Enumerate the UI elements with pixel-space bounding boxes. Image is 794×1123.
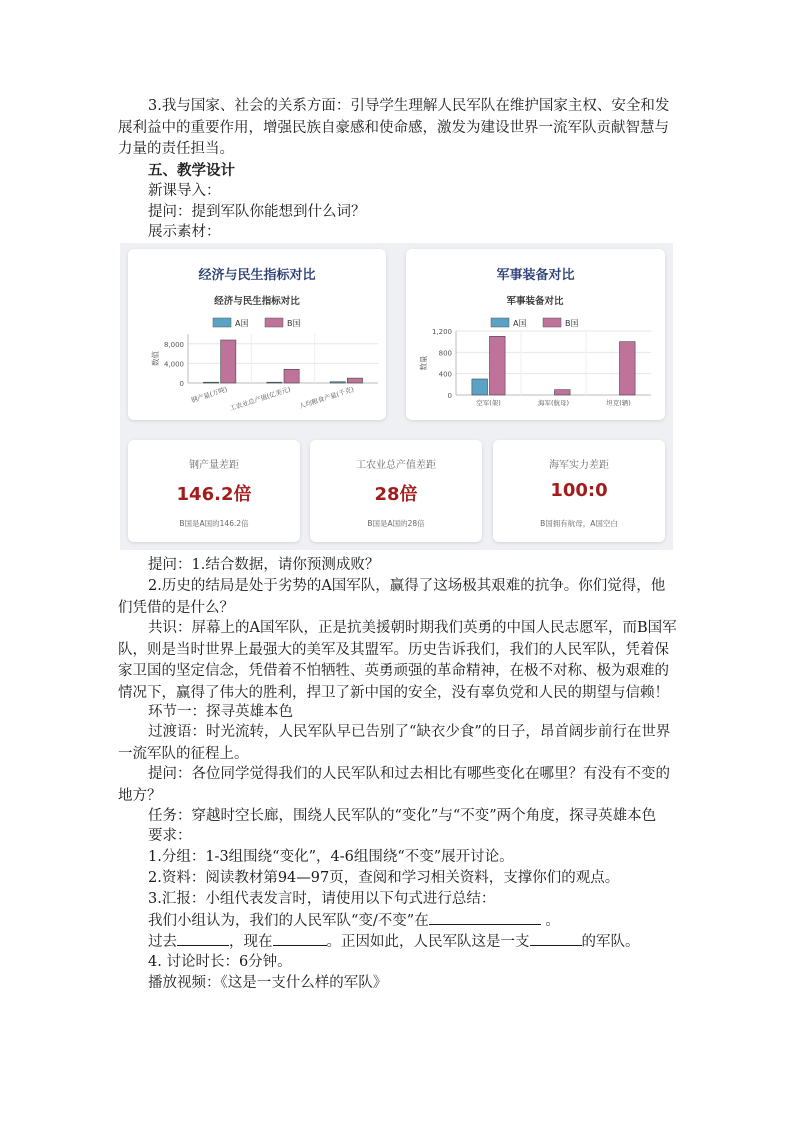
- x-tick-label: 钢产量(万吨): [190, 385, 229, 405]
- card-title: 军事装备对比: [496, 268, 575, 283]
- stat-card-steel: [128, 440, 300, 542]
- bar: [472, 379, 488, 395]
- requirement-3: 3.汇报：小组代表发言时，请使用以下句式进行总结：: [148, 891, 496, 907]
- legend-label: A国: [513, 319, 527, 328]
- stat-note: B国是A国的28倍: [367, 519, 425, 528]
- bar: [347, 378, 362, 383]
- sentence-template-1: [148, 910, 560, 933]
- bar: [267, 382, 282, 383]
- chart-inner-title: 军事装备对比: [506, 296, 564, 307]
- legend-swatch: [543, 318, 561, 327]
- legend-swatch: [265, 318, 283, 327]
- requirement-2: 2.资料：阅读教材第94—97页，查阅和学习相关资料，支撑你们的观点。: [148, 870, 620, 886]
- x-tick-label: 工农业总产值(亿美元): [228, 385, 292, 413]
- sentence-part: ，现在: [229, 934, 273, 950]
- stat-value: 146.2倍: [176, 484, 252, 505]
- x-tick-label: 空军(架): [476, 399, 501, 407]
- bar: [330, 382, 345, 383]
- task-line: 任务：穿越时空长廊，围绕人民军队的“变化”与“不变”两个角度，探寻英雄本色: [148, 808, 657, 824]
- question-3: 提问：各位同学觉得我们的人民军队和过去相比有哪些变化在哪里？有没有不变的地方？: [118, 766, 670, 804]
- economy-chart-card: [128, 249, 386, 420]
- data-dashboard: [120, 243, 673, 550]
- sentence-part: 的军队。: [581, 934, 640, 950]
- chart-inner-title: 经济与民生指标对比: [214, 296, 300, 307]
- question-2: 2.历史的结局是处于劣势的A国军队，赢得了这场极其艰难的抗争。你们觉得，他们凭借的是什么？: [118, 578, 666, 616]
- legend-swatch: [213, 318, 231, 327]
- section-heading: 五、教学设计: [148, 162, 235, 179]
- y-tick-label: 400: [438, 370, 452, 379]
- consensus-paragraph: 共识：屏幕上的A国军队，正是抗美援朝时期我们英勇的中国人民志愿军，而B国军队，则是当时世界上最强大的美军及其盟军。历史告诉我们，我们的人民军队，凭着保家卫国的坚定信念，凭借着不怕牺牲、英勇顽强的革命精神，在极不对称、极为艰难的情况下，赢得了伟大的胜利，捍卫了新中国的安全，没有辜负党和人民的期望与信赖！: [118, 620, 677, 701]
- fill-blank: [273, 931, 327, 946]
- sentence-template-2: [148, 931, 640, 954]
- sentence-part: 。正因如此，人民军队这是一支: [326, 934, 530, 950]
- y-tick-label: 8,000: [163, 340, 184, 349]
- bar: [221, 340, 236, 383]
- requirement-1: 1.分组：1-3组围绕“变化”，4-6组围绕“不变”展开讨论。: [148, 849, 514, 865]
- legend-label: B国: [565, 319, 579, 328]
- y-tick-label: 4,000: [163, 360, 184, 369]
- bar: [555, 390, 571, 395]
- y-tick-label: 0: [179, 380, 184, 388]
- text-line: 提问：提到军队你能想到什么词？: [148, 204, 366, 220]
- bar: [620, 342, 636, 395]
- bar: [490, 336, 506, 395]
- stat-value: 28倍: [374, 484, 418, 505]
- intro-paragraph: 3.我与国家、社会的关系方面：引导学生理解人民军队在维护国家主权、安全和发展利益中的重要作用，增强民族自豪感和使命感，激发为建设世界一流军队贡献智慧与力量的责任担当。: [118, 98, 670, 157]
- stat-note: B国拥有航母，A国空白: [540, 519, 618, 528]
- x-tick-label: 海军(航母): [537, 399, 570, 407]
- text-line: 展示素材：: [148, 224, 221, 240]
- y-tick-label: 0: [447, 392, 452, 400]
- stat-card-output: [310, 440, 482, 542]
- section-1-heading: 环节一：探寻英雄本色: [148, 704, 293, 720]
- stat-value: 100:0: [550, 480, 608, 501]
- legend-label: A国: [235, 319, 249, 328]
- stat-card-navy: [493, 440, 665, 542]
- requirements-line: 要求：: [148, 828, 192, 844]
- fill-blank: [530, 931, 582, 946]
- bar: [284, 369, 299, 383]
- legend-label: B国: [287, 319, 301, 328]
- card-title: 经济与民生指标对比: [198, 268, 316, 283]
- x-tick-label: 坦克(辆): [606, 399, 631, 407]
- legend-swatch: [491, 318, 509, 327]
- sentence-part: 过去: [148, 934, 177, 950]
- y-axis-label: 数量: [419, 355, 428, 371]
- sentence-prefix: 我们小组认为，我们的人民军队“变/不变”在: [148, 913, 429, 929]
- economy-bar-chart: [128, 249, 386, 420]
- y-tick-label: 800: [438, 349, 452, 358]
- transition-paragraph: 过渡语：时光流转，人民军队早已告别了“缺衣少食”的日子，昂首阔步前行在世界一流军队的征程上。: [118, 724, 671, 762]
- stat-label: 钢产量差距: [189, 460, 239, 471]
- sentence-suffix: 。: [545, 913, 560, 929]
- requirement-4: 4. 讨论时长：6分钟。: [148, 954, 292, 970]
- y-tick-label: 1,200: [431, 328, 452, 336]
- stat-label: 海军实力差距: [549, 460, 609, 471]
- x-tick-label: 人均粮食产量(千克): [298, 385, 355, 411]
- y-axis-label: 数值: [151, 351, 160, 366]
- military-bar-chart: [406, 249, 665, 420]
- fill-blank: [177, 931, 229, 946]
- stat-label: 工农业总产值差距: [356, 460, 436, 471]
- bar: [203, 382, 218, 383]
- text-line: 新课导入：: [148, 183, 221, 199]
- question-1: 提问：1.结合数据，请你预测成败？: [148, 557, 380, 573]
- military-chart-card: [406, 249, 665, 420]
- stat-note: B国是A国的146.2倍: [179, 519, 249, 528]
- fill-blank: [429, 910, 541, 925]
- video-line: 播放视频：《这是一支什么样的军队》: [148, 975, 388, 991]
